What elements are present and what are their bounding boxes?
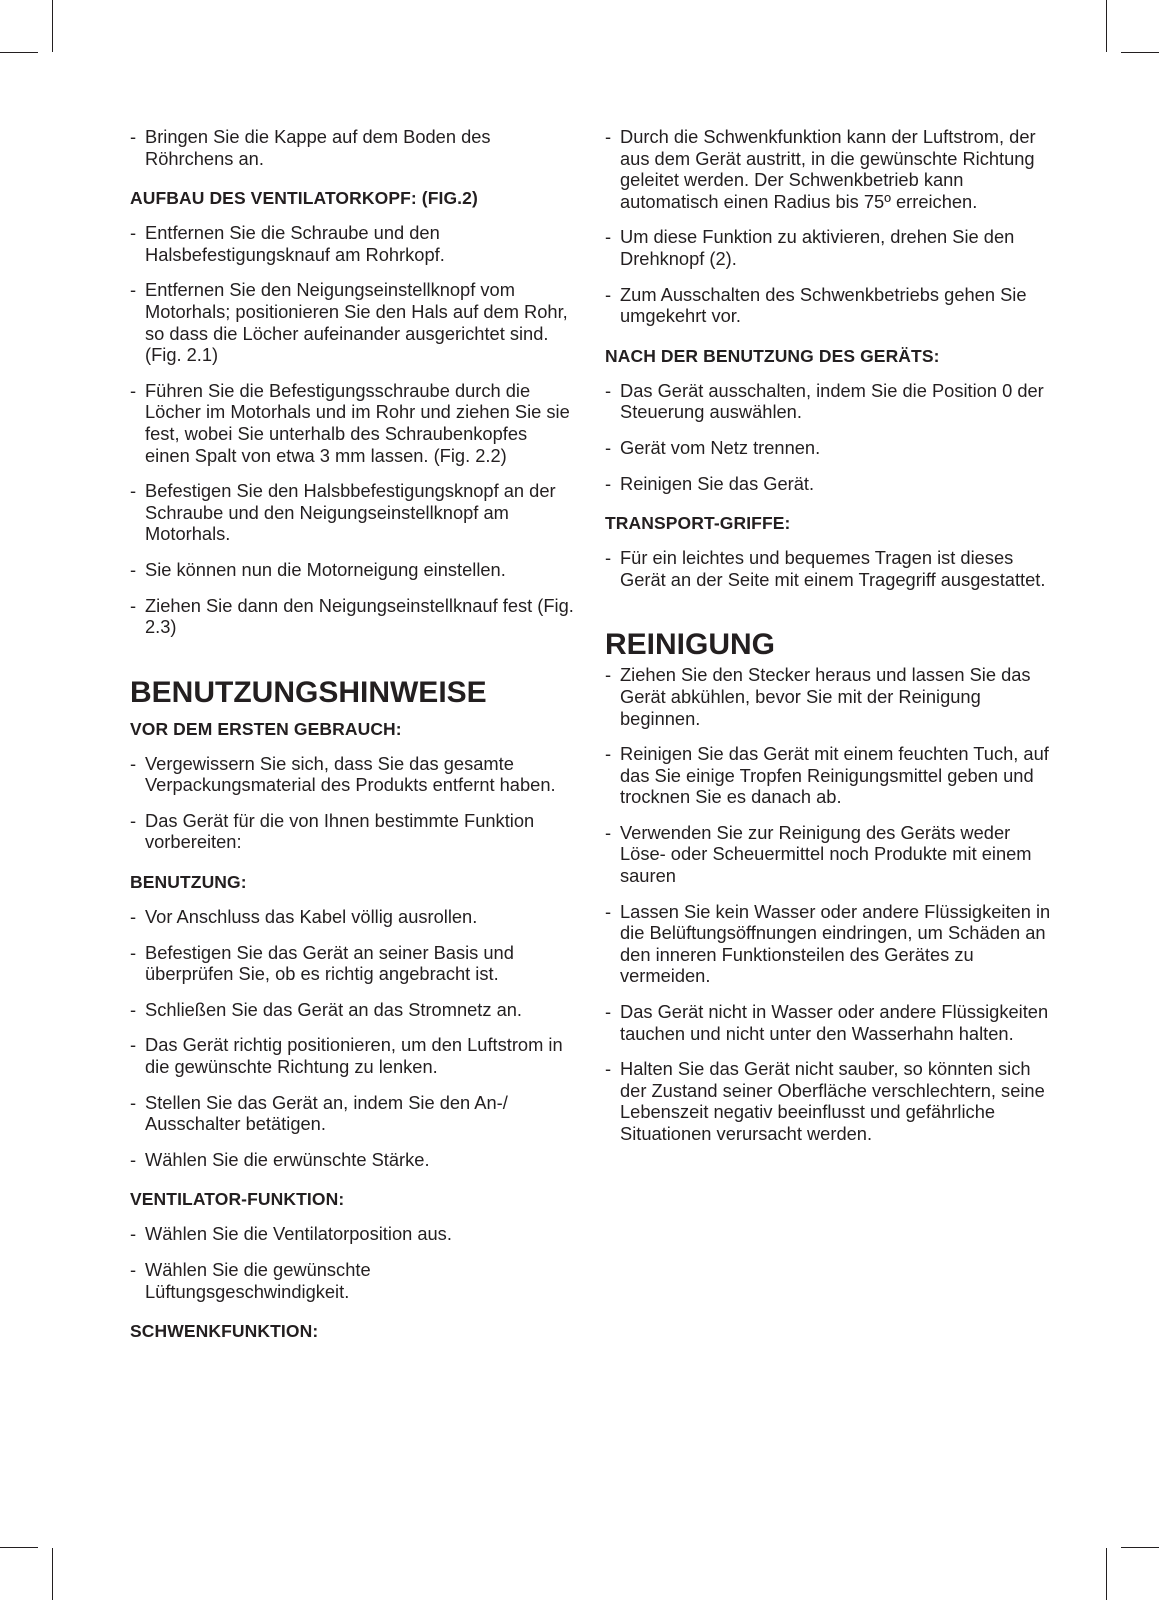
list-item: - Das Gerät nicht in Wasser oder andere Flüssigkeiten tauchen und nicht unter den Wasserhahn halten. — [605, 1001, 1055, 1044]
crop-mark-bottom-left-horizontal — [0, 1547, 38, 1548]
list-item: - Entfernen Sie den Neigungseinstellknopf vom Motorhals; positionieren Sie den Hals auf dem Rohr, so dass die Löcher aufeinander ausgerichtet sind. (Fig. 2.1) — [130, 279, 575, 365]
right-column — [605, 126, 1055, 1159]
list-item: - Das Gerät ausschalten, indem Sie die Position 0 der Steuerung auswählen. — [605, 380, 1055, 423]
section-heading-first-use: VOR DEM ERSTEN GEBRAUCH: — [130, 718, 402, 739]
list-item: - Durch die Schwenkfunktion kann der Luftstrom, der aus dem Gerät austritt, in die gewünschte Richtung geleitet werden. Der Schwenkbetrieb kann automatisch einen Radius bis 75º erreichen. — [605, 126, 1055, 212]
list-item: - Das Gerät richtig positionieren, um den Luftstrom in die gewünschte Richtung zu lenken. — [130, 1034, 575, 1077]
crop-mark-bottom-right-horizontal — [1121, 1547, 1159, 1548]
list-item: - Reinigen Sie das Gerät. — [605, 473, 1055, 495]
section-heading-after-use: NACH DER BENUTZUNG DES GERÄTS: — [605, 345, 940, 366]
list-item: - Befestigen Sie das Gerät an seiner Basis und überprüfen Sie, ob es richtig angebracht ist. — [130, 942, 575, 985]
list-item: - Gerät vom Netz trennen. — [605, 437, 1055, 459]
crop-mark-top-right-vertical — [1106, 0, 1107, 52]
section-heading-usage: BENUTZUNG: — [130, 872, 247, 893]
list-item: - Führen Sie die Befestigungsschraube durch die Löcher im Motorhals und im Rohr und ziehen Sie sie fest, wobei Sie unterhalb des Schraubenkopfes einen Spalt von etwa 3 mm lassen. (Fig. 2.2) — [130, 380, 575, 466]
list-item: - Befestigen Sie den Halsbbefestigungsknopf an der Schraube und den Neigungseinstellknopf am Motorhals. — [130, 480, 575, 545]
crop-mark-bottom-right-vertical — [1106, 1548, 1107, 1600]
crop-mark-top-right-horizontal — [1121, 52, 1159, 53]
list-item: - Das Gerät für die von Ihnen bestimmte Funktion vorbereiten: — [130, 810, 575, 853]
crop-mark-bottom-left-vertical — [52, 1548, 53, 1600]
section-heading-transport: TRANSPORT-GRIFFE: — [605, 513, 791, 534]
list-item: - Sie können nun die Motorneigung einstellen. — [130, 559, 575, 581]
list-item: - Halten Sie das Gerät nicht sauber, so könnten sich der Zustand seiner Oberfläche verschlechtern, seine Lebenszeit negativ beeinflusst und gefährliche Situationen verursacht werden. — [605, 1058, 1055, 1144]
list-item: - Bringen Sie die Kappe auf dem Boden des Röhrchens an. — [130, 126, 575, 169]
section-heading-assembly: AUFBAU DES VENTILATORKOPF: (FIG.2) — [130, 188, 478, 209]
section-heading-fan: VENTILATOR-FUNKTION: — [130, 1189, 345, 1210]
list-item: - Vor Anschluss das Kabel völlig ausrollen. — [130, 906, 575, 928]
list-item: - Vergewissern Sie sich, dass Sie das gesamte Verpackungsmaterial des Produkts entfernt haben. — [130, 753, 575, 796]
section-heading-oscillation: SCHWENKFUNKTION: — [130, 1321, 319, 1342]
list-item: - Für ein leichtes und bequemes Tragen ist dieses Gerät an der Seite mit einem Tragegriff ausgestattet. — [605, 547, 1055, 590]
list-item: - Zum Ausschalten des Schwenkbetriebs gehen Sie umgekehrt vor. — [605, 284, 1055, 327]
list-item: - Entfernen Sie die Schraube und den Halsbefestigungsknauf am Rohrkopf. — [130, 222, 575, 265]
list-item: - Ziehen Sie dann den Neigungseinstellknauf fest (Fig. 2.3) — [130, 595, 575, 638]
page-title-cleaning: REINIGUNG — [605, 628, 776, 662]
list-item: - Stellen Sie das Gerät an, indem Sie den An-/ Ausschalter betätigen. — [130, 1092, 575, 1135]
crop-mark-top-left-vertical — [52, 0, 53, 52]
list-item: - Schließen Sie das Gerät an das Stromnetz an. — [130, 999, 575, 1021]
list-item: - Ziehen Sie den Stecker heraus und lassen Sie das Gerät abkühlen, bevor Sie mit der Reinigung beginnen. — [605, 664, 1055, 729]
crop-mark-top-left-horizontal — [0, 52, 38, 53]
list-item: - Wählen Sie die Ventilatorposition aus. — [130, 1223, 575, 1245]
left-column — [130, 126, 575, 1355]
list-item: - Lassen Sie kein Wasser oder andere Flüssigkeiten in die Belüftungsöffnungen eindringen, um Schäden an den inneren Funktionsteilen des Gerätes zu vermeiden. — [605, 901, 1055, 987]
list-item: - Wählen Sie die gewünschte Lüftungsgeschwindigkeit. — [130, 1259, 575, 1302]
list-item: - Reinigen Sie das Gerät mit einem feuchten Tuch, auf das Sie einige Tropfen Reinigungsmittel geben und trocknen Sie es danach ab. — [605, 743, 1055, 808]
list-item: - Um diese Funktion zu aktivieren, drehen Sie den Drehknopf (2). — [605, 226, 1055, 269]
page-title-usage: BENUTZUNGSHINWEISE — [130, 675, 487, 709]
list-item: - Wählen Sie die erwünschte Stärke. — [130, 1149, 575, 1171]
list-item: - Verwenden Sie zur Reinigung des Geräts weder Löse- oder Scheuermittel noch Produkte mit einem sauren — [605, 822, 1055, 887]
